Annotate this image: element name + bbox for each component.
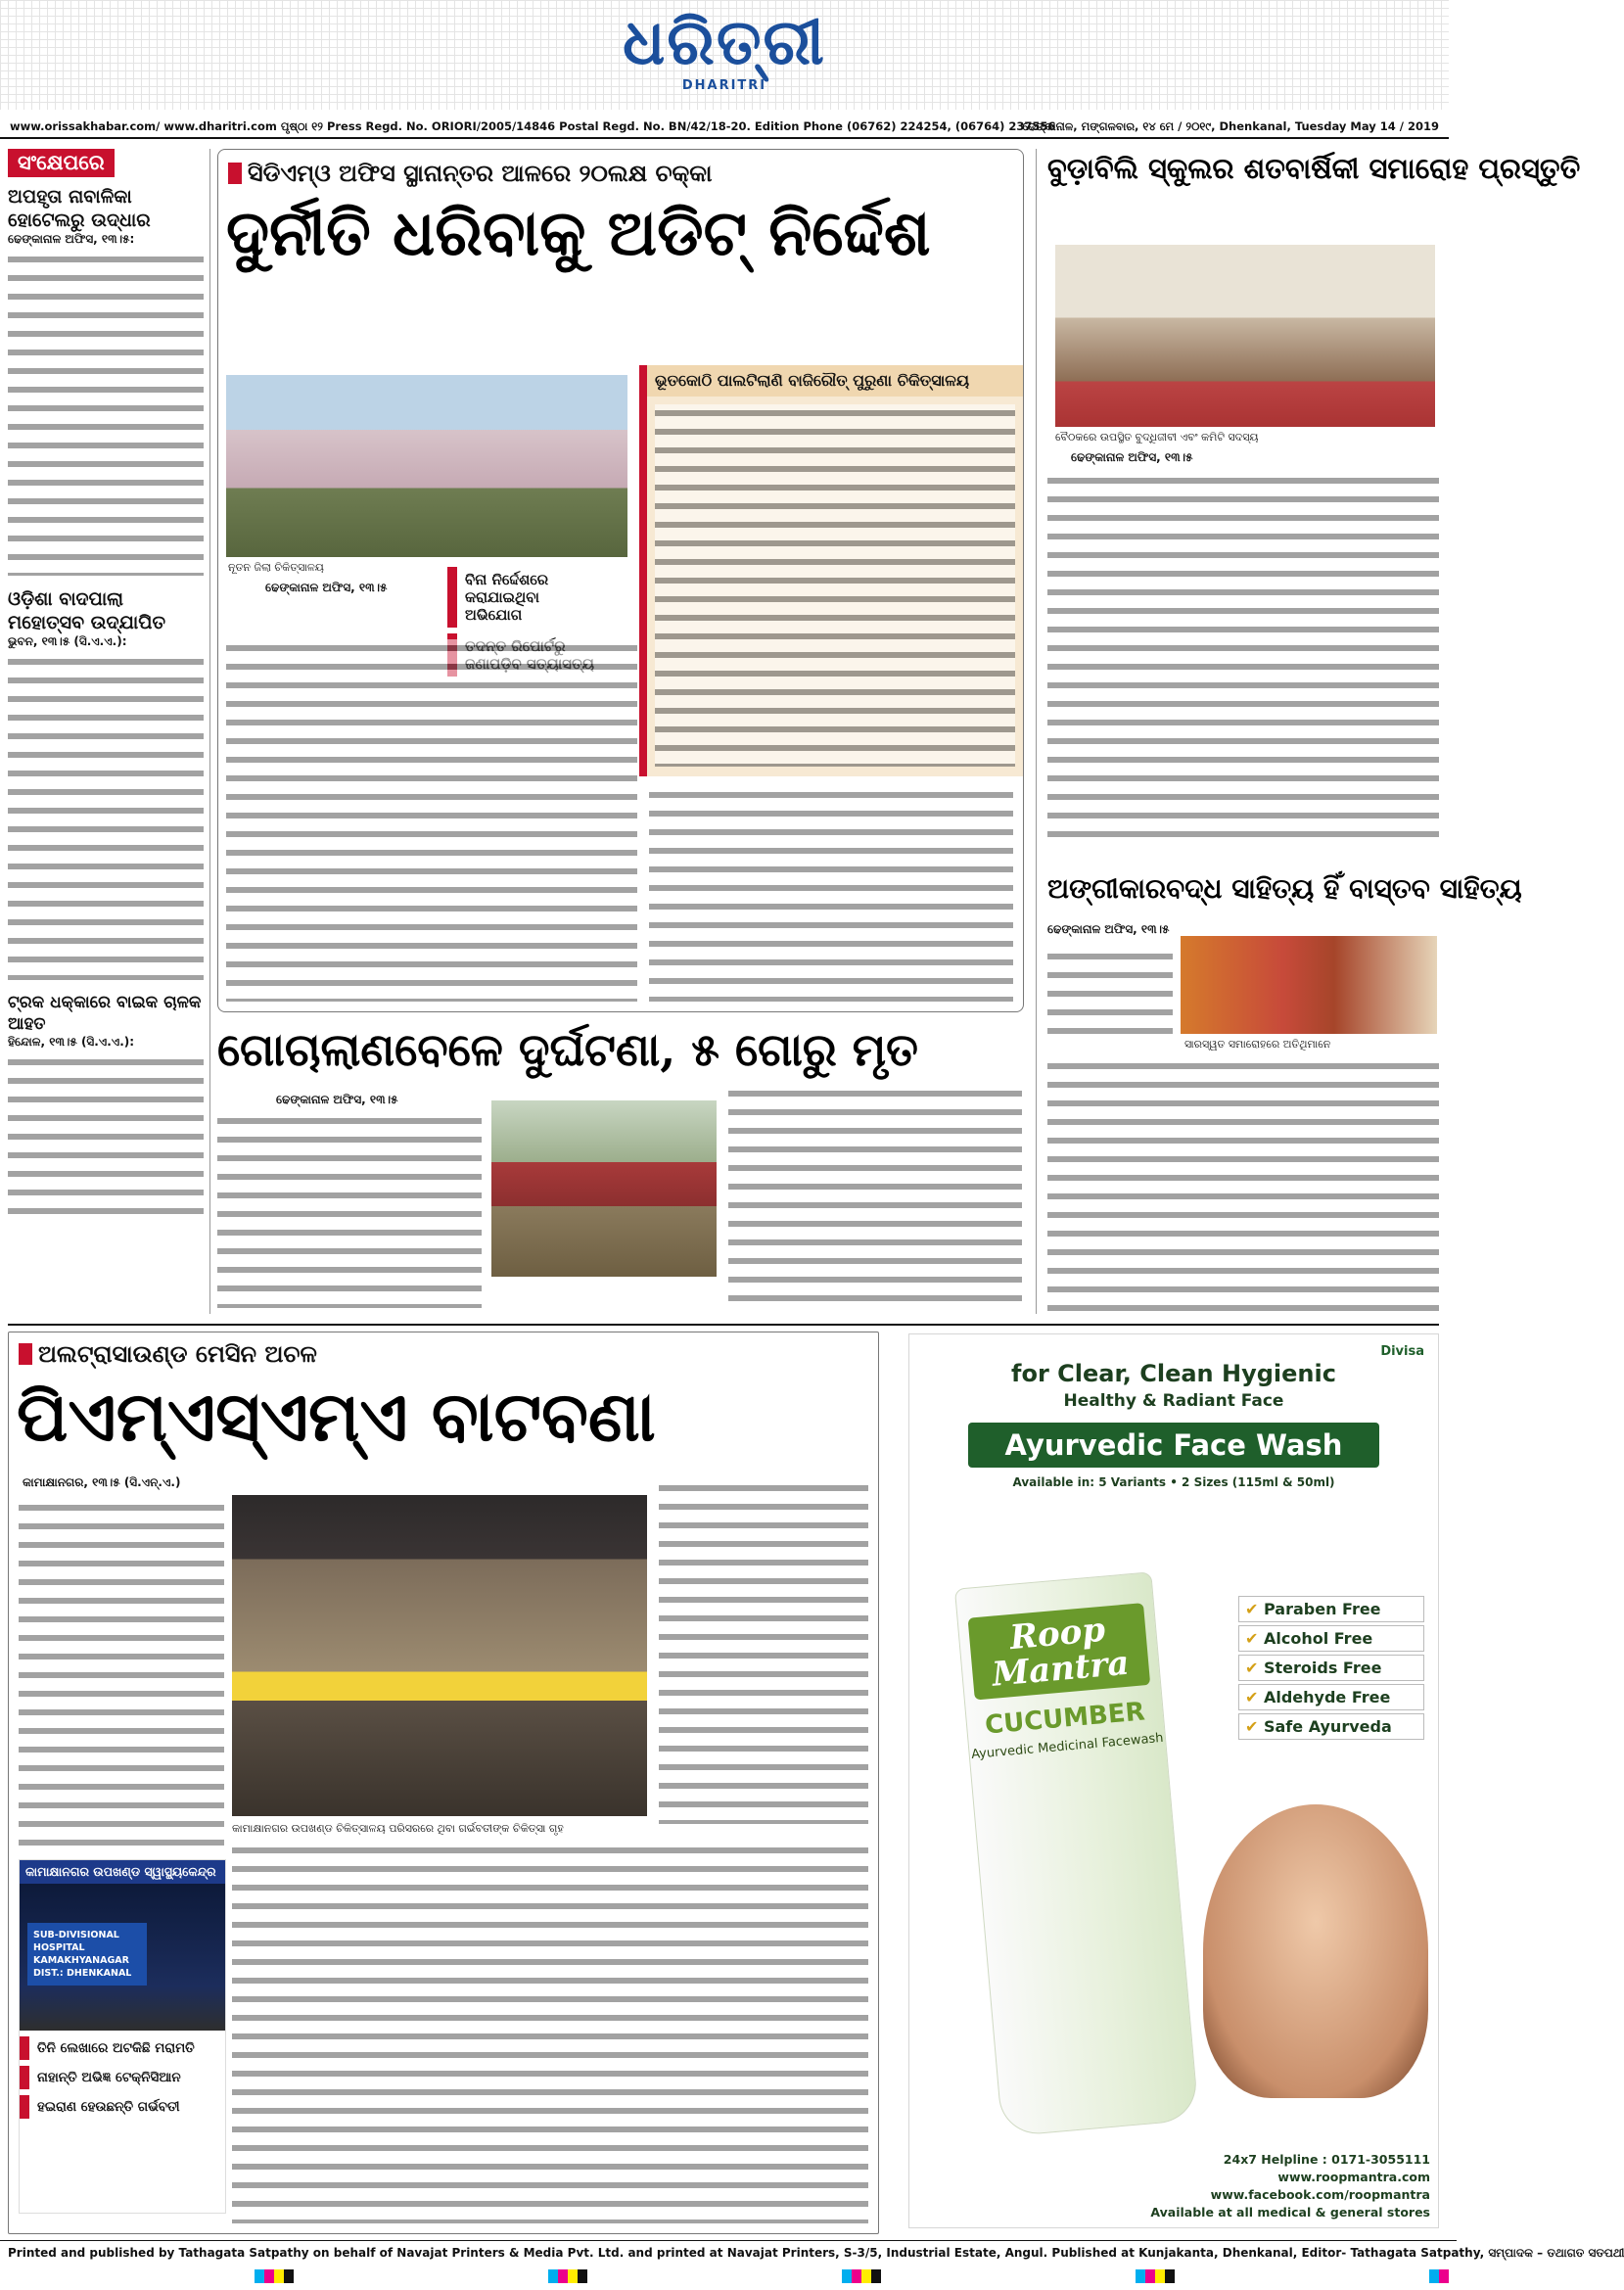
pmsma-byline: କାମାକ୍ଷାନଗର, ୧୩।୫ (ସି.ଏନ୍.ଏ.) [23, 1475, 181, 1489]
column-rule [209, 149, 210, 1314]
column-rule [1036, 149, 1037, 1314]
pmsma-headline: ପିଏମ୍‌ଏସ୍‌ଏମ୍‌ଏ ବାଟବଣା [17, 1376, 656, 1457]
feature-item: ✔ Safe Ayurveda [1238, 1713, 1424, 1740]
lead-body-right [649, 786, 1013, 1002]
hospital-sign-photo [20, 1884, 225, 2031]
lead-byline: ଢେଙ୍କାନାଳ ଅଫିସ, ୧୩।୫ [265, 581, 388, 594]
sidebar-news-brief [8, 149, 204, 1324]
brief-item [8, 587, 204, 980]
brief-byline: ହିନ୍ଦୋଳ, ୧୩।୫ (ସି.ଏ.ଏ.): [8, 1035, 135, 1049]
tube-brand-line-2: Mantra [990, 1643, 1131, 1695]
feature-item: ✔ Paraben Free [1238, 1596, 1424, 1622]
brief-headline: ଟ୍ରକ ଧକ୍କାରେ ବାଇକ ଚାଳକ ଆହତ [8, 993, 202, 1034]
pmsma-body-left [19, 1499, 224, 1853]
box-title: କାମାକ୍ଷାନଗର ଉପଖଣ୍ଡ ସ୍ୱାସ୍ଥ୍ୟକେନ୍ଦ୍ର [20, 1860, 225, 1884]
ad-corner-brand: Divisa [1380, 1344, 1424, 1359]
pmsma-body-right [659, 1479, 868, 1824]
literature-story [1047, 869, 1522, 1322]
lead-bullet: ବିନା ନିର୍ଦ୍ଦେଶରେ କରାଯାଇଥିବା ଅଭିଯୋଗ [447, 567, 604, 628]
pmsma-story [8, 1332, 879, 2234]
school-headline: ବୁଡ଼ାବିଲି ସ୍କୁଲର ଶତବାର୍ଷିକୀ ସମାରୋହ ପ୍ରସ୍ତୁତି [1047, 152, 1581, 185]
logo-text: ଧରିତ୍ରୀ [623, 6, 826, 79]
imprint-footer: Printed and published by Tathagata Satpathy on behalf of Navajat Printers & Media Pvt. Ltd. and printed at Navajat Printers, S-3/5, Industrial Estate, Angul. Published at Kunjakanta, Dhenkanal, Editor- Tathagata Satpathy, ସମ୍ପାଦକ – ତଥାଗତ ସତପଥୀ [0, 2240, 1457, 2265]
school-byline: ଢେଙ୍କାନାଳ ଅଫିସ, ୧୩।୫ [1071, 450, 1193, 464]
brief-body [8, 653, 204, 980]
ad-website: www.roopmantra.com [1277, 2170, 1430, 2184]
feature-item: ✔ Aldehyde Free [1238, 1684, 1424, 1710]
roop-mantra-ad [908, 1333, 1439, 2228]
brief-item [8, 185, 204, 576]
pmsma-bullet: ହଇରାଣ ହେଉଛନ୍ତି ଗର୍ଭବତୀ [20, 2095, 225, 2119]
school-centenary-story [1047, 149, 1581, 854]
feature-item: ✔ Steroids Free [1238, 1655, 1424, 1681]
ad-facebook: www.facebook.com/roopmantra [1210, 2187, 1430, 2202]
brief-byline: ଭୁବନ, ୧୩।୫ (ସି.ଏ.ଏ.): [8, 634, 127, 648]
accident-byline: ଢେଙ୍କାନାଳ ଅଫିସ, ୧୩।୫ [276, 1093, 398, 1106]
model-portrait [1203, 1804, 1428, 2098]
clinic-caption: କାମାକ୍ଷାନଗର ଉପଖଣ୍ଡ ଚିକିତ୍ସାଳୟ ପରିସରରେ ଥିବା ଗର୍ଭବତୀଙ୍କ ଚିକିତ୍ସା ଗୃହ [232, 1822, 564, 1835]
ad-product-band: Ayurvedic Face Wash [968, 1423, 1379, 1468]
accident-body-right [728, 1085, 1022, 1310]
ad-stores: Available at all medical & general stores [1150, 2205, 1430, 2220]
brief-headline: ଓଡ଼ିଶା ବାଦପାଲା ମହୋତ୍ସବ ଉଦ୍‌ଯାପିତ [8, 588, 165, 633]
ad-tagline-1: for Clear, Clean Hygienic [1011, 1360, 1336, 1387]
tube-brand [968, 1603, 1151, 1700]
accident-headline: ଗୋଚାଲାଣବେଳେ ଦୁର୍ଘଟଣା, ୫ ଗୋରୁ ମୃତ [217, 1023, 918, 1076]
literature-headline: ଅଙ୍ଗୀକାରବଦ୍ଧ ସାହିତ୍ୟ ହିଁ ବାସ୍ତବ ସାହିତ୍ୟ [1047, 872, 1522, 905]
ad-tagline-2: Healthy & Radiant Face [1063, 1391, 1284, 1411]
ad-contact [909, 2151, 1430, 2221]
brief-body [8, 1053, 204, 1216]
photo-caption: ନୂତନ ଜିଲା ଚିକିତ୍ସାଳୟ [228, 561, 324, 574]
lead-subhead-box [639, 365, 1023, 776]
lead-kicker: ସିଡିଏମ୍‌ଓ ଅଫିସ ସ୍ଥାନାନ୍ତର ଆଳରେ ୨୦ଲକ୍ଷ ଚକ୍କା [228, 160, 712, 187]
pmsma-bullet: ନାହାନ୍ତି ଅଭିଜ୍ଞ ଟେକ୍ନିସିଆନ [20, 2066, 225, 2089]
literature-caption: ସାରସ୍ୱତ ସମାରୋହରେ ଅତିଥିମାନେ [1184, 1038, 1331, 1051]
logo-subtitle: DHARITRI [681, 78, 767, 93]
facewash-tube [954, 1571, 1199, 2136]
accident-photo [491, 1100, 717, 1277]
lead-subhead: ଭୂତକୋଠି ପାଲଟିଲାଣି ବାଜିରୌତ୍ ପୁରୁଣା ଚିକିତ୍ସାଳୟ [647, 365, 1023, 397]
lead-body-left [226, 639, 637, 1002]
literature-body [1047, 1057, 1439, 1316]
tube-description: Ayurvedic Medicinal Facewash [970, 1730, 1165, 1762]
pmsma-kicker: ଅଲଟ୍ରାସାଉଣ୍ଡ ମେସିନ ଅଚଳ [19, 1340, 317, 1368]
brief-item [8, 992, 204, 1216]
meeting-photo [1055, 245, 1435, 427]
literature-photo [1181, 936, 1437, 1034]
brief-headline: ଅପହୃତା ନାବାଳିକା ହୋଟେଲରୁ ଉଦ୍ଧାର [8, 186, 151, 231]
tube-brand-line-1: Roop [1008, 1610, 1107, 1659]
literature-byline: ଢେଙ୍କାନାଳ ଅଫିସ, ୧୩।୫ [1047, 922, 1170, 936]
ad-availability: Available in: 5 Variants • 2 Sizes (115ml & 50ml) [1012, 1475, 1335, 1489]
meeting-caption: ବୈଠକରେ ଉପସ୍ଥିତ ବୁଦ୍ଧିଜୀବୀ ଏବଂ କମିଟି ସଦସ୍ୟ [1055, 431, 1259, 444]
accident-story [217, 1022, 1022, 1316]
lead-headline: ଦୁର୍ନୀତି ଧରିବାକୁ ଅଡିଟ୍ ନିର୍ଦ୍ଦେଶ [226, 197, 931, 270]
lead-story [217, 149, 1024, 1012]
clinic-photo [232, 1495, 647, 1816]
feature-item: ✔ Alcohol Free [1238, 1625, 1424, 1652]
registration-marks [0, 2269, 1449, 2283]
hospital-photo [226, 375, 627, 557]
school-body [1047, 472, 1439, 850]
hospital-sign: SUB-DIVISIONAL HOSPITAL KAMAKHYANAGAR DIST.: DHENKANAL [27, 1923, 147, 1986]
literature-body-side [1047, 948, 1173, 1042]
newspaper-logo [587, 8, 861, 102]
ad-helpline: 24x7 Helpline : 0171-3055111 [1223, 2152, 1430, 2167]
edition-date: ଢେଙ୍କାନାଳ, ମଙ୍ଗଳବାର, ୧୪ ମେ / ୨୦୧୯, Dhenkanal, Tuesday May 14 / 2019 [1022, 119, 1439, 133]
pmsma-bullet: ତିନି ଲେଖାରେ ଅଟକିଛି ମରାମତି [20, 2036, 225, 2060]
pmsma-body-bottom [232, 1842, 868, 2223]
ad-features [1238, 1593, 1424, 1743]
section-divider [8, 1324, 1439, 1326]
brief-body [8, 251, 204, 576]
edition-info-bar [0, 116, 1449, 139]
subhead-body [655, 404, 1015, 767]
hospital-sign-box [19, 1859, 226, 2214]
tube-product: CUCUMBER [983, 1697, 1146, 1741]
brief-byline: ଢେଙ୍କାନାଳ ଅଫିସ, ୧୩।୫: [8, 232, 135, 246]
edition-info-left: www.orissakhabar.com/ www.dharitri.com ପୃଷ୍ଠା ୧୨ Press Regd. No. ORIORI/2005/14846 Postal Regd. No. BN/42/18-20. Edition Phone (06762) 224254, (06764) 237556 [10, 119, 1056, 133]
sidebar-title: ସଂକ୍ଷେପରେ [8, 149, 115, 177]
accident-body-left [217, 1112, 482, 1308]
